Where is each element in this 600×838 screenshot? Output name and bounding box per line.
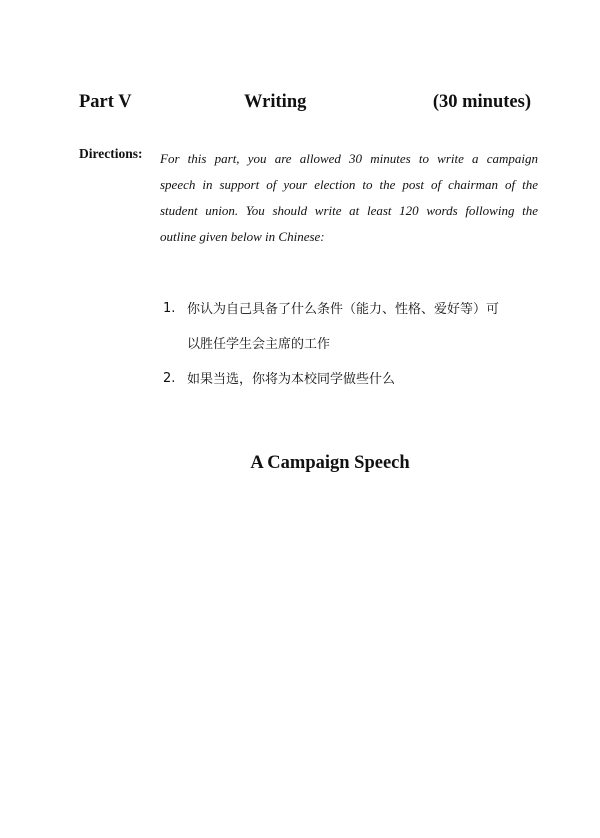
directions-line: speech in support of your election to the post of chairman of the xyxy=(160,177,538,192)
part-label: Part V xyxy=(79,92,132,112)
outline-item-line: 你认为自己具备了什么条件（能力、性格、爱好等）可 xyxy=(187,302,500,317)
section-title: Writing xyxy=(244,92,307,112)
directions-text xyxy=(160,146,538,250)
outline-item-text xyxy=(187,362,533,397)
outline-item-number: 2. xyxy=(163,371,176,386)
outline-item-line: 以胜任学生会主席的工作 xyxy=(187,337,331,352)
time-limit: (30 minutes) xyxy=(432,92,531,112)
outline-item-line: 如果当选，你将为本校同学做些什么 xyxy=(187,372,396,387)
directions-line: student union. You should write at least 120 words following the xyxy=(160,203,538,218)
outline-list xyxy=(163,292,533,397)
outline-item-text xyxy=(187,292,533,362)
essay-title: A Campaign Speech xyxy=(250,453,410,473)
directions-line: outline given below in Chinese: xyxy=(160,229,325,244)
outline-item xyxy=(163,362,533,397)
directions-line: For this part, you are allowed 30 minutes to write a campaign xyxy=(160,151,538,166)
outline-item xyxy=(163,292,533,362)
directions-label: Directions: xyxy=(79,146,143,161)
section-header xyxy=(79,92,531,118)
outline-item-number: 1. xyxy=(163,301,176,316)
